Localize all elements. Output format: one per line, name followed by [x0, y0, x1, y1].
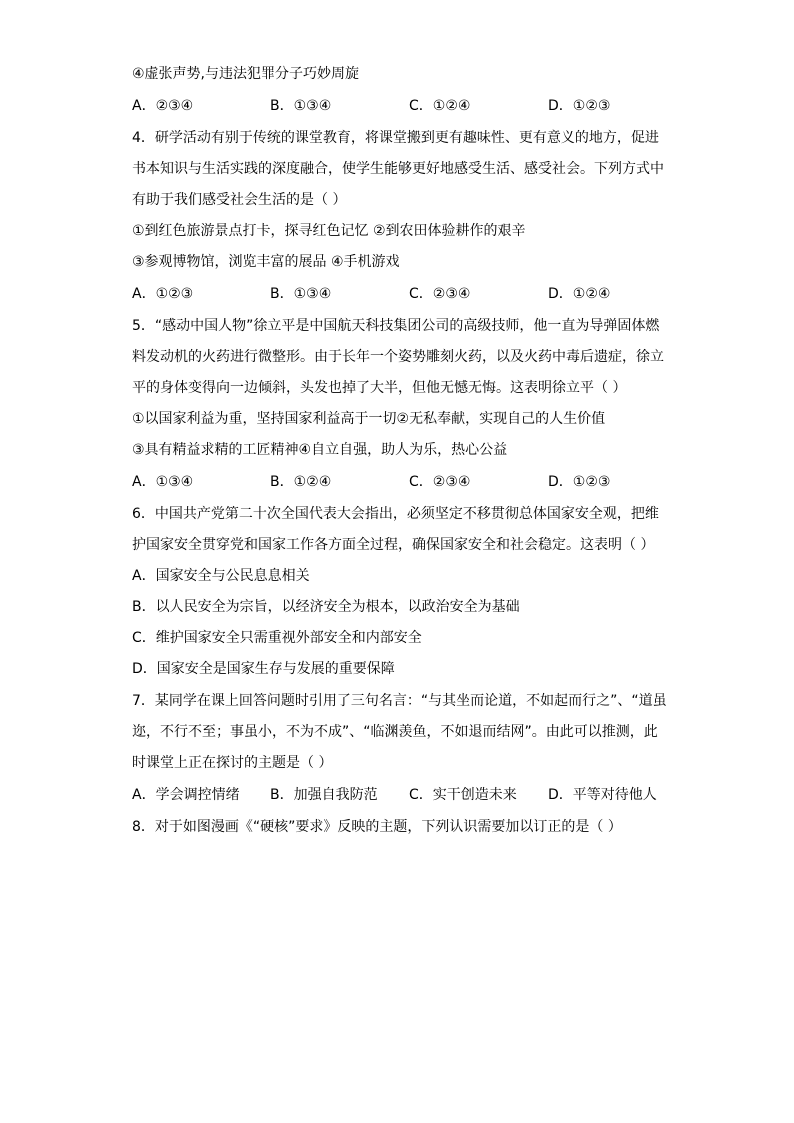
- q6-option-a[interactable]: A．国家安全与公民息息相关: [132, 568, 310, 584]
- q6-option-d[interactable]: D．国家安全是国家生存与发展的重要保障: [132, 661, 395, 677]
- q5-option-c[interactable]: C．②③④: [409, 474, 471, 490]
- q5-option-a[interactable]: A．①③④: [132, 474, 194, 490]
- q4-stem-line-2: 书本知识与生活实践的深度融合，使学生能够更好地感受生活、感受社会。下列方式中: [132, 161, 664, 177]
- q7-option-a[interactable]: A．学会调控情绪: [132, 787, 240, 803]
- q4-stem-line-3: 有助于我们感受社会生活的是（ ）: [132, 192, 347, 208]
- q4-option-a[interactable]: A．①②③: [132, 286, 194, 302]
- q4-items-line-2: ③参观博物馆，浏览丰富的展品 ④手机游戏: [132, 254, 400, 270]
- q7-stem-line-1: 7．某同学在课上回答问题时引用了三句名言：“与其坐而论道，不如起而行之”、“道虽: [132, 693, 667, 709]
- q5-items-line-2: ③具有精益求精的工匠精神④自立自强，助人为乐，热心公益: [132, 442, 508, 458]
- q8-stem-line-1: 8．对于如图漫画《“硬核”要求》反映的主题，下列认识需要加以订正的是（ ）: [132, 819, 622, 835]
- q6-option-c[interactable]: C．维护国家安全只需重视外部安全和内部安全: [132, 630, 422, 646]
- q6-stem-line-2: 护国家安全贯穿党和国家工作各方面全过程，确保国家安全和社会稳定。这表明（ ）: [132, 537, 655, 553]
- q4-answer-options: [132, 284, 672, 304]
- q5-items-line-1: ①以国家利益为重，坚持国家利益高于一切②无私奉献，实现自己的人生价值: [132, 411, 606, 427]
- q5-answer-options: [132, 472, 672, 492]
- q3-option-c[interactable]: C．①②④: [409, 98, 471, 114]
- q3-option-d[interactable]: D．①②③: [548, 98, 611, 114]
- q7-option-c[interactable]: C．实干创造未来: [409, 787, 517, 803]
- q5-option-b[interactable]: B．①②④: [270, 474, 332, 490]
- q3-option-item-4: ④虚张声势,与违法犯罪分子巧妙周旋: [132, 66, 360, 82]
- q7-stem-line-2: 迩，不行不至；事虽小，不为不成”、“临渊羡鱼，不如退而结网”。由此可以推测，此: [132, 724, 658, 740]
- q4-option-c[interactable]: C．②③④: [409, 286, 471, 302]
- q7-stem-line-3: 时课堂上正在探讨的主题是（ ）: [132, 755, 333, 771]
- q5-stem-line-2: 料发动机的火药进行微整形。由于长年一个姿势雕刻火药，以及火药中毒后遗症，徐立: [132, 349, 664, 365]
- q3-option-b[interactable]: B．①③④: [270, 98, 332, 114]
- q3-option-a[interactable]: A．②③④: [132, 98, 194, 114]
- q5-stem-line-1: 5．“感动中国人物”徐立平是中国航天科技集团公司的高级技师，他一直为导弹固体燃: [132, 318, 660, 334]
- q6-stem-line-1: 6．中国共产党第二十次全国代表大会指出，必须坚定不移贯彻总体国家安全观，把维: [132, 506, 659, 522]
- q4-option-b[interactable]: B．①③④: [270, 286, 332, 302]
- q6-option-b[interactable]: B．以人民安全为宗旨，以经济安全为根本，以政治安全为基础: [132, 599, 520, 615]
- q7-option-b[interactable]: B．加强自我防范: [270, 787, 378, 803]
- q5-stem-line-3: 平的身体变得向一边倾斜，头发也掉了大半，但他无憾无悔。这表明徐立平（ ）: [132, 380, 627, 396]
- q5-option-d[interactable]: D．①②③: [548, 474, 611, 490]
- q4-stem-line-1: 4．研学活动有别于传统的课堂教育，将课堂搬到更有趣味性、更有意义的地方，促进: [132, 130, 659, 146]
- q7-answer-options: [132, 785, 672, 805]
- q4-items-line-1: ①到红色旅游景点打卡，探寻红色记忆 ②到农田体验耕作的艰辛: [132, 223, 526, 239]
- q4-option-d[interactable]: D．①②④: [548, 286, 611, 302]
- q3-answer-options: [132, 96, 672, 116]
- q7-option-d[interactable]: D．平等对待他人: [548, 787, 657, 803]
